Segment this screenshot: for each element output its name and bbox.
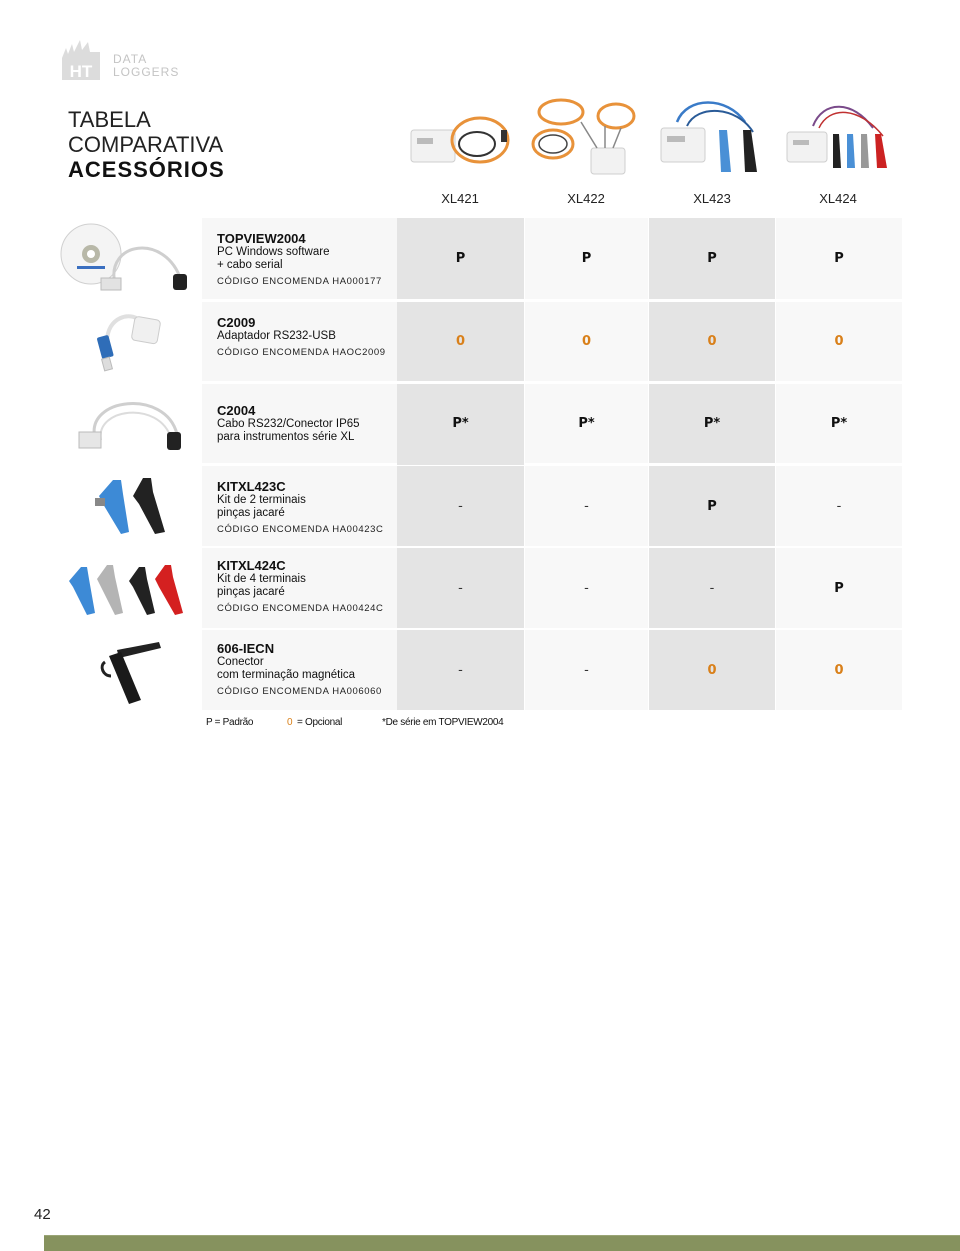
brand-line-1: DATA [113,52,148,66]
title-line-1: TABELA [68,107,151,132]
accessory-description [202,466,397,546]
model-column-header [523,86,649,211]
four-alligator-clips-image [55,553,195,625]
order-code: CÓDIGO ENCOMENDA HA00423C [217,524,384,535]
model-label: XL421 [441,191,479,206]
compat-cell: - [397,630,524,710]
compat-cell: 0 [649,302,775,381]
table-row [202,384,902,463]
compat-cell: 0 [776,302,902,381]
compat-cell: 0 [649,630,775,710]
accessory-description-line: Conector [217,656,264,668]
model-header [397,86,902,211]
compat-cell: P [649,466,775,546]
ht-logo-icon [58,36,104,82]
order-code: CÓDIGO ENCOMENDA HA000177 [217,276,382,287]
page-number: 42 [34,1206,51,1223]
accessory-code: C2009 [217,315,256,330]
compat-cell: - [525,630,648,710]
accessory-description-line: Adaptador RS232-USB [217,330,336,342]
compat-cell: - [649,548,775,628]
accessory-description-line: Cabo RS232/Conector IP65 [217,418,360,430]
compat-cell: - [525,466,648,546]
compat-cell: P [776,548,902,628]
table-row [202,630,902,710]
two-alligator-clips-image [55,470,195,542]
accessory-description-line: PC Windows software [217,246,330,258]
compat-cell: P* [525,384,648,463]
compat-cell: P* [776,384,902,463]
footer-bar [44,1235,960,1251]
accessory-description [202,548,397,628]
magnetic-connector-image [55,636,195,708]
compat-cell: - [397,548,524,628]
model-column-header [397,86,523,211]
compat-cell: P [776,218,902,299]
compat-cell: 0 [397,302,524,381]
model-label: XL422 [567,191,605,206]
model-label: XL423 [693,191,731,206]
brand-header [58,36,188,82]
accessory-description [202,218,397,299]
brand-text [113,53,179,79]
legend-standard: P = Padrão [206,717,254,728]
table-row [202,302,902,381]
serial-cable-image [55,388,195,460]
accessory-description-line: pinças jacaré [217,507,285,519]
software-cd-cable-image [55,222,195,298]
accessory-description-line: + cabo serial [217,259,283,271]
compat-cell: P [397,218,524,299]
accessory-code: 606-IECN [217,641,275,656]
order-code: CÓDIGO ENCOMENDA HA00424C [217,603,384,614]
data-logger-2-clips-image [657,92,767,182]
order-code: CÓDIGO ENCOMENDA HAOC2009 [217,347,386,358]
compat-cell: P* [397,384,524,465]
accessory-code: C2004 [217,403,256,418]
model-column-header [649,86,775,211]
page-title [68,107,225,182]
data-logger-4-clips-image [783,92,893,182]
accessory-description-line: Kit de 4 terminais [217,573,306,585]
compat-cell: P [525,218,648,299]
table-row [202,548,902,628]
accessory-code: KITXL424C [217,558,286,573]
accessory-description [202,630,397,710]
usb-adapter-image [55,306,195,378]
title-line-2: COMPARATIVA [68,132,224,157]
accessory-code: KITXL423C [217,479,286,494]
legend-optional-symbol: 0 [287,717,293,728]
accessory-description-line: para instrumentos série XL [217,431,355,443]
accessory-description [202,384,397,463]
accessory-description-line: pinças jacaré [217,586,285,598]
table-row [202,466,902,546]
compat-cell: 0 [776,630,902,710]
compat-cell: P* [649,384,775,463]
accessory-description-line: Kit de 2 terminais [217,494,306,506]
legend-note: *De série em TOPVIEW2004 [382,717,504,728]
order-code: CÓDIGO ENCOMENDA HA006060 [217,686,382,697]
compat-cell: - [776,466,902,546]
accessory-code: TOPVIEW2004 [217,231,306,246]
compat-cell: 0 [525,302,648,381]
compat-cell: P [649,218,775,299]
svg-text:HT: HT [69,62,93,81]
data-logger-flex-clamps-image [531,92,641,182]
title-line-3: ACESSÓRIOS [68,157,225,182]
compat-cell: - [525,548,648,628]
legend-optional: = Opcional [297,717,343,728]
model-label: XL424 [819,191,857,206]
table-row [202,218,902,299]
model-column-header [775,86,901,211]
accessory-description-line: com terminação magnética [217,669,356,681]
data-logger-flex-clamp-image [405,92,515,182]
accessory-description [202,302,397,381]
brand-line-2: LOGGERS [113,65,180,79]
compat-cell: - [397,466,524,546]
